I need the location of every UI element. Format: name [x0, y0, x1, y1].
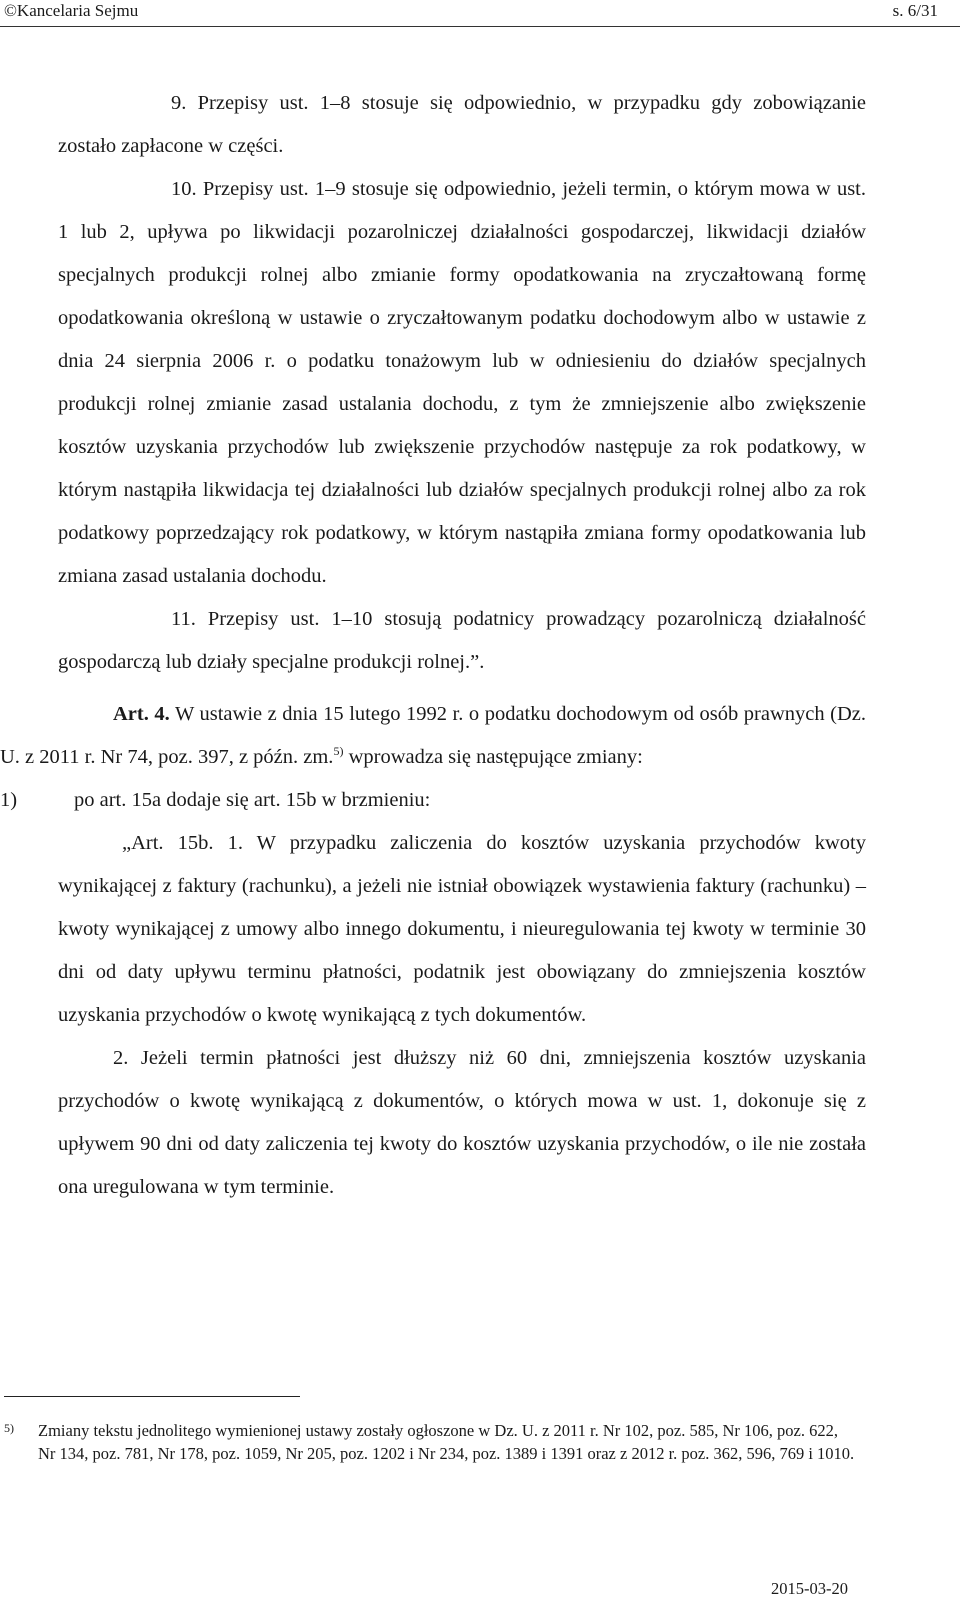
list-item-text: po art. 15a dodaje się art. 15b w brzmieniu: — [74, 789, 431, 811]
footnote-mark: 5) — [4, 1421, 14, 1435]
article-4-text: W ustawie z dnia 15 lutego 1992 r. o podatku dochodowym od osób prawnych (Dz. U. z 2011 r. Nr 74, poz. 397, z późn. zm. — [0, 703, 866, 768]
article-4 — [0, 693, 866, 779]
footnote-text: Zmiany tekstu jednolitego wymienionej ustawy zostały ogłoszone w Dz. U. z 2011 r. Nr 102, poz. 585, Nr 106, poz. 622, Nr 134, poz. 781, Nr 178, poz. 1059, Nr 205, poz. 1202 i Nr 234, poz. 1389 i 1391 oraz z 2012 r. poz. 362, 596, 769 i 1010. — [38, 1421, 855, 1463]
paragraph-11: 11. Przepisy ust. 1–10 stosują podatnicy prowadzący pozarolniczą działalność gospodarczą lub działy specjalne produkcji rolnej.”. — [58, 608, 866, 673]
list-item-1 — [0, 779, 866, 822]
footnote-divider — [4, 1396, 300, 1397]
footnote-ref: 5) — [333, 744, 344, 759]
document-body — [0, 82, 866, 1209]
list-item-number: 1) — [0, 789, 18, 811]
quoted-article-15b-para-1: „Art. 15b. 1. W przypadku zaliczenia do kosztów uzyskania przychodów kwoty wynikającej z faktury (rachunku), a jeżeli nie istniał obowiązek wystawienia faktury (rachunku) – kwoty wynikającej z umowy albo innego dokumentu, i nieuregulowania tej kwoty w terminie 30 dni od daty upływu terminu płatności, podatnik jest obowiązany do zmniejszenia kosztów uzyskania przychodów o kwotę wynikającą z tych dokumentów. — [58, 832, 866, 1026]
page-header — [0, 0, 960, 27]
copyright-label: ©Kancelaria Sejmu — [4, 1, 139, 20]
document-date: 2015-03-20 — [771, 1579, 848, 1598]
paragraph-10: 10. Przepisy ust. 1–9 stosuje się odpowiednio, jeżeli termin, o którym mowa w ust. 1 lub 2, upływa po likwidacji pozarolniczej działalności gospodarczej, likwidacji działów specjalnych produkcji rolnej albo zmianie formy opodatkowania na zryczałtowaną formę opodatkowania określoną w ustawie o zryczałtowanym podatku dochodowym albo w ustawie z dnia 24 sierpnia 2006 r. o podatku tonażowym lub w odniesieniu do działów specjalnych produkcji rolnej zmianie zasad ustalania dochodu, z tym że zmniejszenie albo zwiększenie kosztów uzyskania przychodów lub zwiększenie przychodów następuje za rok podatkowy, w którym nastąpiła likwidacja tej działalności lub działów specjalnych produkcji rolnej albo za rok podatkowy poprzedzający rok podatkowy, w którym nastąpiła zmiana formy opodatkowania lub zmiana zasad ustalania dochodu. — [58, 178, 866, 587]
paragraph-9: 9. Przepisy ust. 1–8 stosuje się odpowiednio, w przypadku gdy zobowiązanie zostało zapłacone w części. — [58, 92, 866, 157]
quoted-article-15b-para-2: 2. Jeżeli termin płatności jest dłuższy niż 60 dni, zmniejszenia kosztów uzyskania przychodów o kwotę wynikającą z dokumentów, o których mowa w ust. 1, dokonuje się z upływem 90 dni od daty zaliczenia tej kwoty do kosztów uzyskania przychodów, o ile nie została ona uregulowana w tym terminie. — [58, 1047, 866, 1198]
article-4-text-cont: wprowadza się następujące zmiany: — [348, 746, 643, 768]
footnote — [4, 1420, 856, 1465]
article-4-title: Art. 4. — [113, 703, 170, 725]
page-number: s. 6/31 — [892, 1, 938, 20]
